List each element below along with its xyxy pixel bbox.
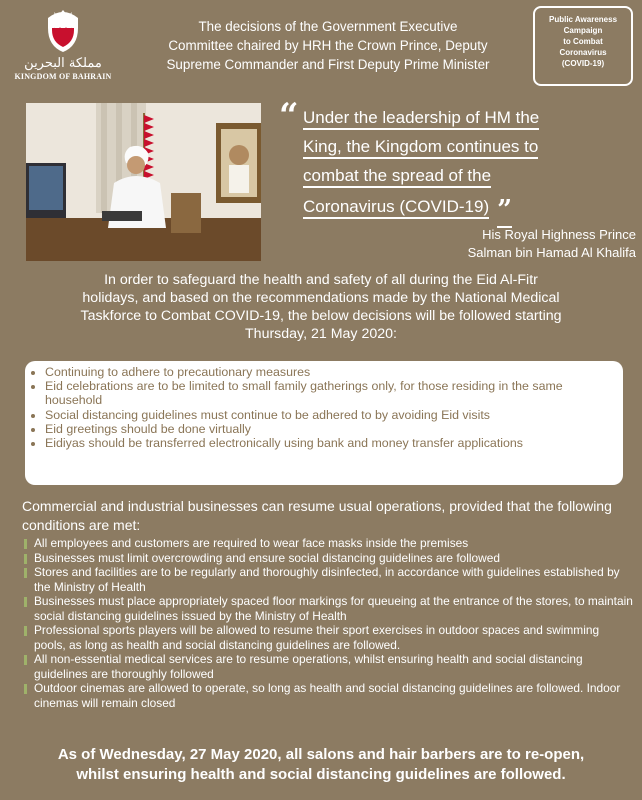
header-title [128, 17, 528, 74]
badge-line: to Combat [563, 37, 603, 46]
final-line: whilst ensuring health and social distancing guidelines are followed. [76, 766, 566, 783]
badge-line: Coronavirus [559, 48, 607, 57]
condition-item: Professional sports players will be allowed to resume their sport exercises in outdoor spaces and swimming pools, as long as health and social distancing guidelines are followed. [22, 623, 634, 652]
eid-decision-item: • Social distancing guidelines must continue to be adhered to by avoiding Eid visits [45, 408, 615, 422]
attribution-line: Salman bin Hamad Al Khalifa [467, 245, 636, 260]
badge-line: (COVID-19) [561, 59, 605, 68]
eid-decisions-list [33, 365, 615, 450]
bahrain-crest-icon [40, 6, 86, 54]
badge-line: Campaign [563, 26, 603, 35]
intro-line: In order to safeguard the health and safety of all during the Eid Al-Fitr [104, 272, 538, 288]
business-conditions-list [22, 536, 634, 710]
quote-attribution [360, 226, 636, 262]
commercial-heading: Commercial and industrial businesses can resume usual operations, provided that the following conditions are met: [22, 498, 612, 533]
office-scene-illustration [26, 103, 261, 261]
eid-decision-item: • Continuing to adhere to precautionary measures [45, 365, 615, 379]
condition-item: Outdoor cinemas are allowed to operate, so long as health and social distancing guidelines are followed. Indoor cinemas will remain closed [22, 681, 634, 710]
logo-english-text: KINGDOM OF BAHRAIN [14, 72, 112, 81]
eid-decision-item: • Eidiyas should be transferred electronically using bank and money transfer applications [45, 436, 615, 450]
eid-decisions-box [25, 361, 623, 485]
close-quote-icon: ” [497, 195, 512, 228]
header-line: Committee chaired by HRH the Crown Prince, Deputy [168, 38, 488, 53]
crown-prince-photo [26, 103, 261, 261]
open-quote-icon: “ [279, 96, 299, 136]
quote-line: Under the leadership of HM the [303, 108, 539, 130]
header-line: Supreme Commander and First Deputy Prime Minister [166, 57, 490, 72]
logo-arabic-text: مملكة البحرين [24, 56, 102, 71]
header-line: The decisions of the Government Executive [198, 19, 458, 34]
condition-item: Stores and facilities are to be regularly and thoroughly disinfected, in accordance with guidelines established by the Ministry of Health [22, 565, 634, 594]
attribution-line: His Royal Highness Prince [482, 227, 636, 242]
condition-item: Businesses must limit overcrowding and ensure social distancing guidelines are followed [22, 551, 634, 566]
quote-line: Coronavirus (COVID-19) [303, 197, 489, 219]
badge-line: Public Awareness [548, 15, 618, 24]
eid-decision-item: • Eid celebrations are to be limited to small family gatherings only, for those residing in the same household [45, 379, 615, 407]
kingdom-of-bahrain-logo [8, 6, 118, 88]
campaign-badge [533, 6, 633, 86]
condition-item: Businesses must place appropriately spaced floor markings for queueing at the entrance of the stores, to maintain social distancing guidelines issued by the Ministry of Health [22, 594, 634, 623]
intro-line: holidays, and based on the recommendations made by the National Medical [82, 290, 560, 306]
final-line: As of Wednesday, 27 May 2020, all salons and hair barbers are to re-open, [57, 746, 585, 763]
quote-line: King, the Kingdom continues to [303, 137, 538, 159]
intro-line: Thursday, 21 May 2020: [245, 326, 397, 342]
condition-item: All employees and customers are required to wear face masks inside the premises [22, 536, 634, 551]
intro-line: Taskforce to Combat COVID-19, the below decisions will be followed starting [80, 308, 562, 324]
intro-paragraph [12, 271, 630, 343]
leadership-quote [279, 96, 624, 225]
condition-item: All non-essential medical services are to resume operations, whilst ensuring health and social distancing guidelines are thoroughly followed [22, 652, 634, 681]
quote-line: combat the spread of the [303, 166, 491, 188]
salons-reopening-notice [12, 745, 630, 785]
eid-decision-item: • Eid greetings should be done virtually [45, 422, 615, 436]
